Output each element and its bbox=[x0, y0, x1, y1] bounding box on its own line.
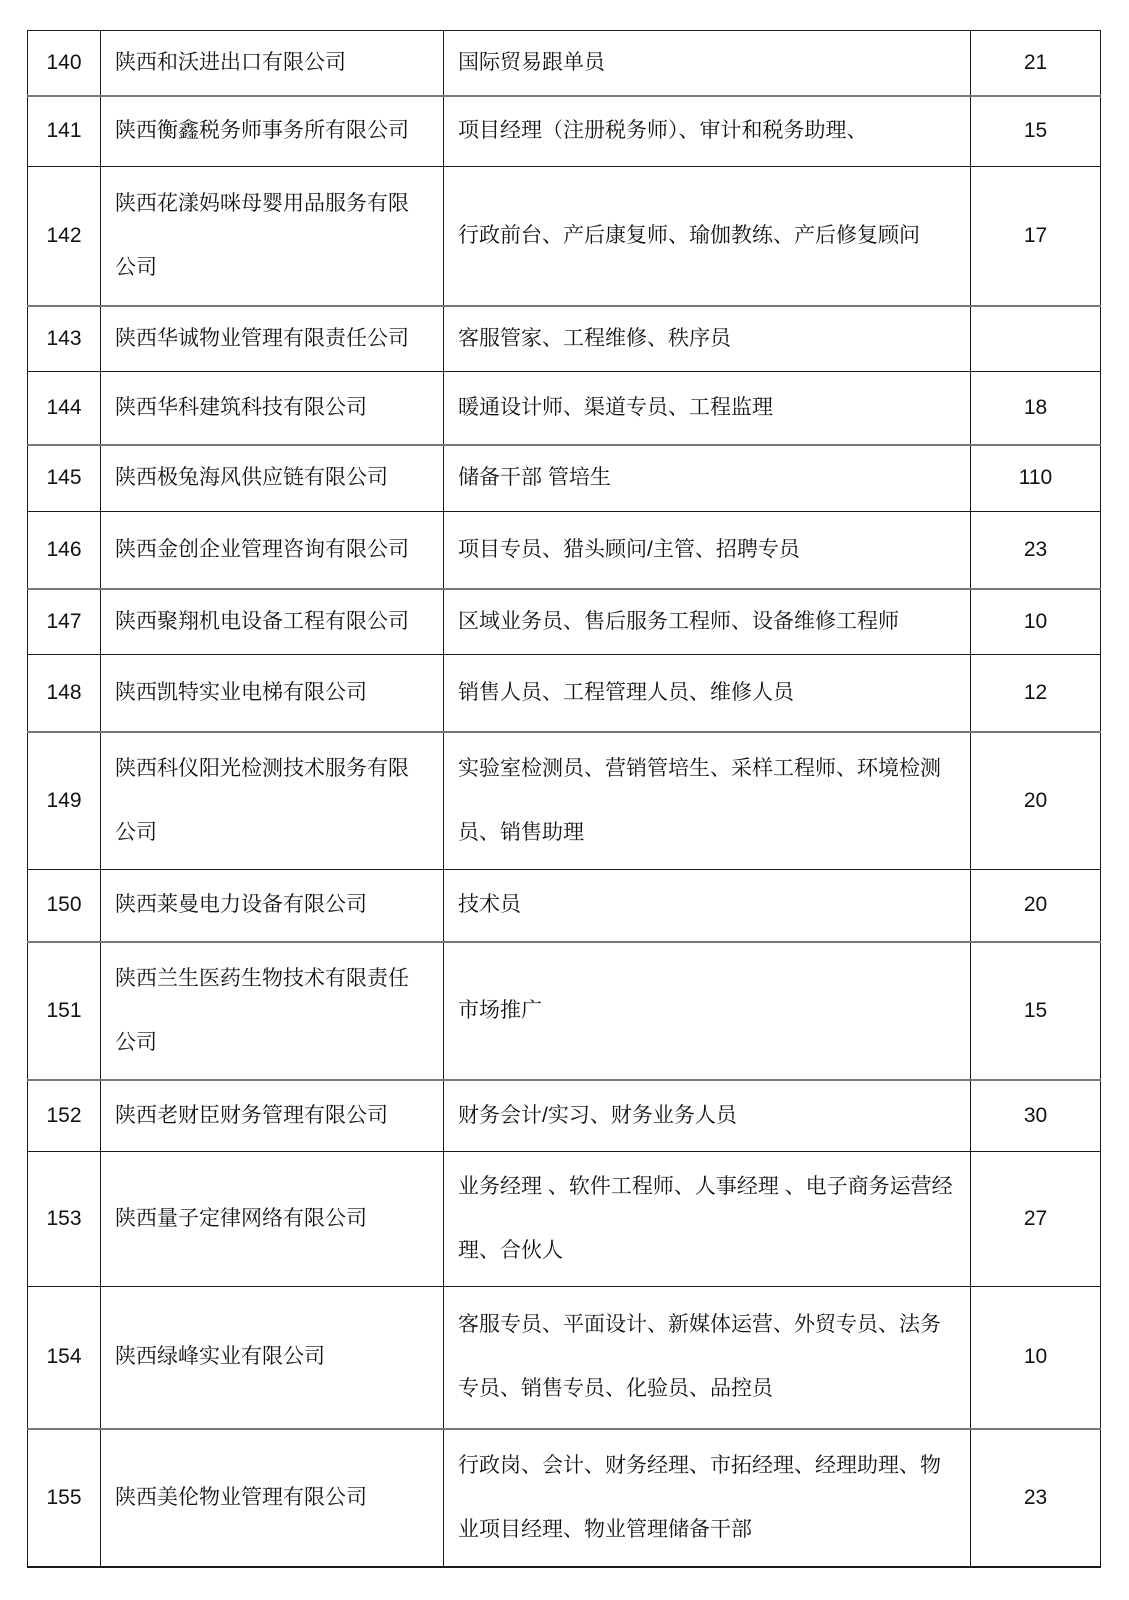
table-row bbox=[28, 445, 1101, 512]
row-number-cell: 154 bbox=[28, 1287, 101, 1429]
positions-cell: 技术员 bbox=[444, 870, 971, 942]
positions-cell: 财务会计/实习、财务业务人员 bbox=[444, 1080, 971, 1152]
row-number-cell: 142 bbox=[28, 166, 101, 306]
table-row bbox=[28, 655, 1101, 732]
company-cell: 陕西华诚物业管理有限责任公司 bbox=[101, 306, 444, 372]
table-row bbox=[28, 1080, 1101, 1152]
count-cell: 23 bbox=[971, 1429, 1101, 1567]
table-row bbox=[28, 512, 1101, 589]
row-number-cell: 149 bbox=[28, 732, 101, 870]
count-cell: 20 bbox=[971, 732, 1101, 870]
count-cell: 110 bbox=[971, 445, 1101, 512]
row-number-cell: 147 bbox=[28, 589, 101, 655]
count-cell: 23 bbox=[971, 512, 1101, 589]
company-cell: 陕西量子定律网络有限公司 bbox=[101, 1152, 444, 1287]
table-row bbox=[28, 942, 1101, 1080]
positions-cell: 市场推广 bbox=[444, 942, 971, 1080]
count-cell: 18 bbox=[971, 372, 1101, 445]
positions-cell: 项目经理（注册税务师）、审计和税务助理、 bbox=[444, 96, 971, 166]
job-table bbox=[27, 30, 1101, 1568]
company-cell: 陕西华科建筑科技有限公司 bbox=[101, 372, 444, 445]
company-cell: 陕西科仪阳光检测技术服务有限公司 bbox=[101, 732, 444, 870]
count-cell bbox=[971, 306, 1101, 372]
row-number-cell: 146 bbox=[28, 512, 101, 589]
table-row bbox=[28, 1152, 1101, 1287]
count-cell: 17 bbox=[971, 166, 1101, 306]
row-number-cell: 144 bbox=[28, 372, 101, 445]
table-row bbox=[28, 589, 1101, 655]
company-cell: 陕西绿峰实业有限公司 bbox=[101, 1287, 444, 1429]
row-number-cell: 155 bbox=[28, 1429, 101, 1567]
count-cell: 10 bbox=[971, 589, 1101, 655]
table-row bbox=[28, 1429, 1101, 1567]
positions-cell: 实验室检测员、营销管培生、采样工程师、环境检测员、销售助理 bbox=[444, 732, 971, 870]
positions-cell: 业务经理 、软件工程师、人事经理 、电子商务运营经理、合伙人 bbox=[444, 1152, 971, 1287]
company-cell: 陕西莱曼电力设备有限公司 bbox=[101, 870, 444, 942]
positions-cell: 行政岗、会计、财务经理、市拓经理、经理助理、物业项目经理、物业管理储备干部 bbox=[444, 1429, 971, 1567]
count-cell: 15 bbox=[971, 96, 1101, 166]
company-cell: 陕西极兔海风供应链有限公司 bbox=[101, 445, 444, 512]
table-row bbox=[28, 96, 1101, 166]
table-row bbox=[28, 31, 1101, 97]
row-number-cell: 151 bbox=[28, 942, 101, 1080]
company-cell: 陕西美伦物业管理有限公司 bbox=[101, 1429, 444, 1567]
row-number-cell: 148 bbox=[28, 655, 101, 732]
row-number-cell: 152 bbox=[28, 1080, 101, 1152]
company-cell: 陕西兰生医药生物技术有限责任公司 bbox=[101, 942, 444, 1080]
positions-cell: 区域业务员、售后服务工程师、设备维修工程师 bbox=[444, 589, 971, 655]
positions-cell: 国际贸易跟单员 bbox=[444, 31, 971, 97]
positions-cell: 销售人员、工程管理人员、维修人员 bbox=[444, 655, 971, 732]
table-row bbox=[28, 372, 1101, 445]
company-cell: 陕西衡鑫税务师事务所有限公司 bbox=[101, 96, 444, 166]
count-cell: 12 bbox=[971, 655, 1101, 732]
positions-cell: 储备干部 管培生 bbox=[444, 445, 971, 512]
count-cell: 30 bbox=[971, 1080, 1101, 1152]
positions-cell: 项目专员、猎头顾问/主管、招聘专员 bbox=[444, 512, 971, 589]
positions-cell: 暖通设计师、渠道专员、工程监理 bbox=[444, 372, 971, 445]
positions-cell: 行政前台、产后康复师、瑜伽教练、产后修复顾问 bbox=[444, 166, 971, 306]
table-row bbox=[28, 870, 1101, 942]
count-cell: 21 bbox=[971, 31, 1101, 97]
row-number-cell: 143 bbox=[28, 306, 101, 372]
row-number-cell: 153 bbox=[28, 1152, 101, 1287]
table-row bbox=[28, 1287, 1101, 1429]
company-cell: 陕西凯特实业电梯有限公司 bbox=[101, 655, 444, 732]
positions-cell: 客服管家、工程维修、秩序员 bbox=[444, 306, 971, 372]
company-cell: 陕西金创企业管理咨询有限公司 bbox=[101, 512, 444, 589]
row-number-cell: 141 bbox=[28, 96, 101, 166]
table-row bbox=[28, 732, 1101, 870]
count-cell: 20 bbox=[971, 870, 1101, 942]
count-cell: 15 bbox=[971, 942, 1101, 1080]
count-cell: 27 bbox=[971, 1152, 1101, 1287]
company-cell: 陕西老财臣财务管理有限公司 bbox=[101, 1080, 444, 1152]
row-number-cell: 140 bbox=[28, 31, 101, 97]
count-cell: 10 bbox=[971, 1287, 1101, 1429]
company-cell: 陕西花漾妈咪母婴用品服务有限公司 bbox=[101, 166, 444, 306]
table-row bbox=[28, 306, 1101, 372]
positions-cell: 客服专员、平面设计、新媒体运营、外贸专员、法务专员、销售专员、化验员、品控员 bbox=[444, 1287, 971, 1429]
row-number-cell: 150 bbox=[28, 870, 101, 942]
company-cell: 陕西聚翔机电设备工程有限公司 bbox=[101, 589, 444, 655]
table-row bbox=[28, 166, 1101, 306]
row-number-cell: 145 bbox=[28, 445, 101, 512]
company-cell: 陕西和沃进出口有限公司 bbox=[101, 31, 444, 97]
